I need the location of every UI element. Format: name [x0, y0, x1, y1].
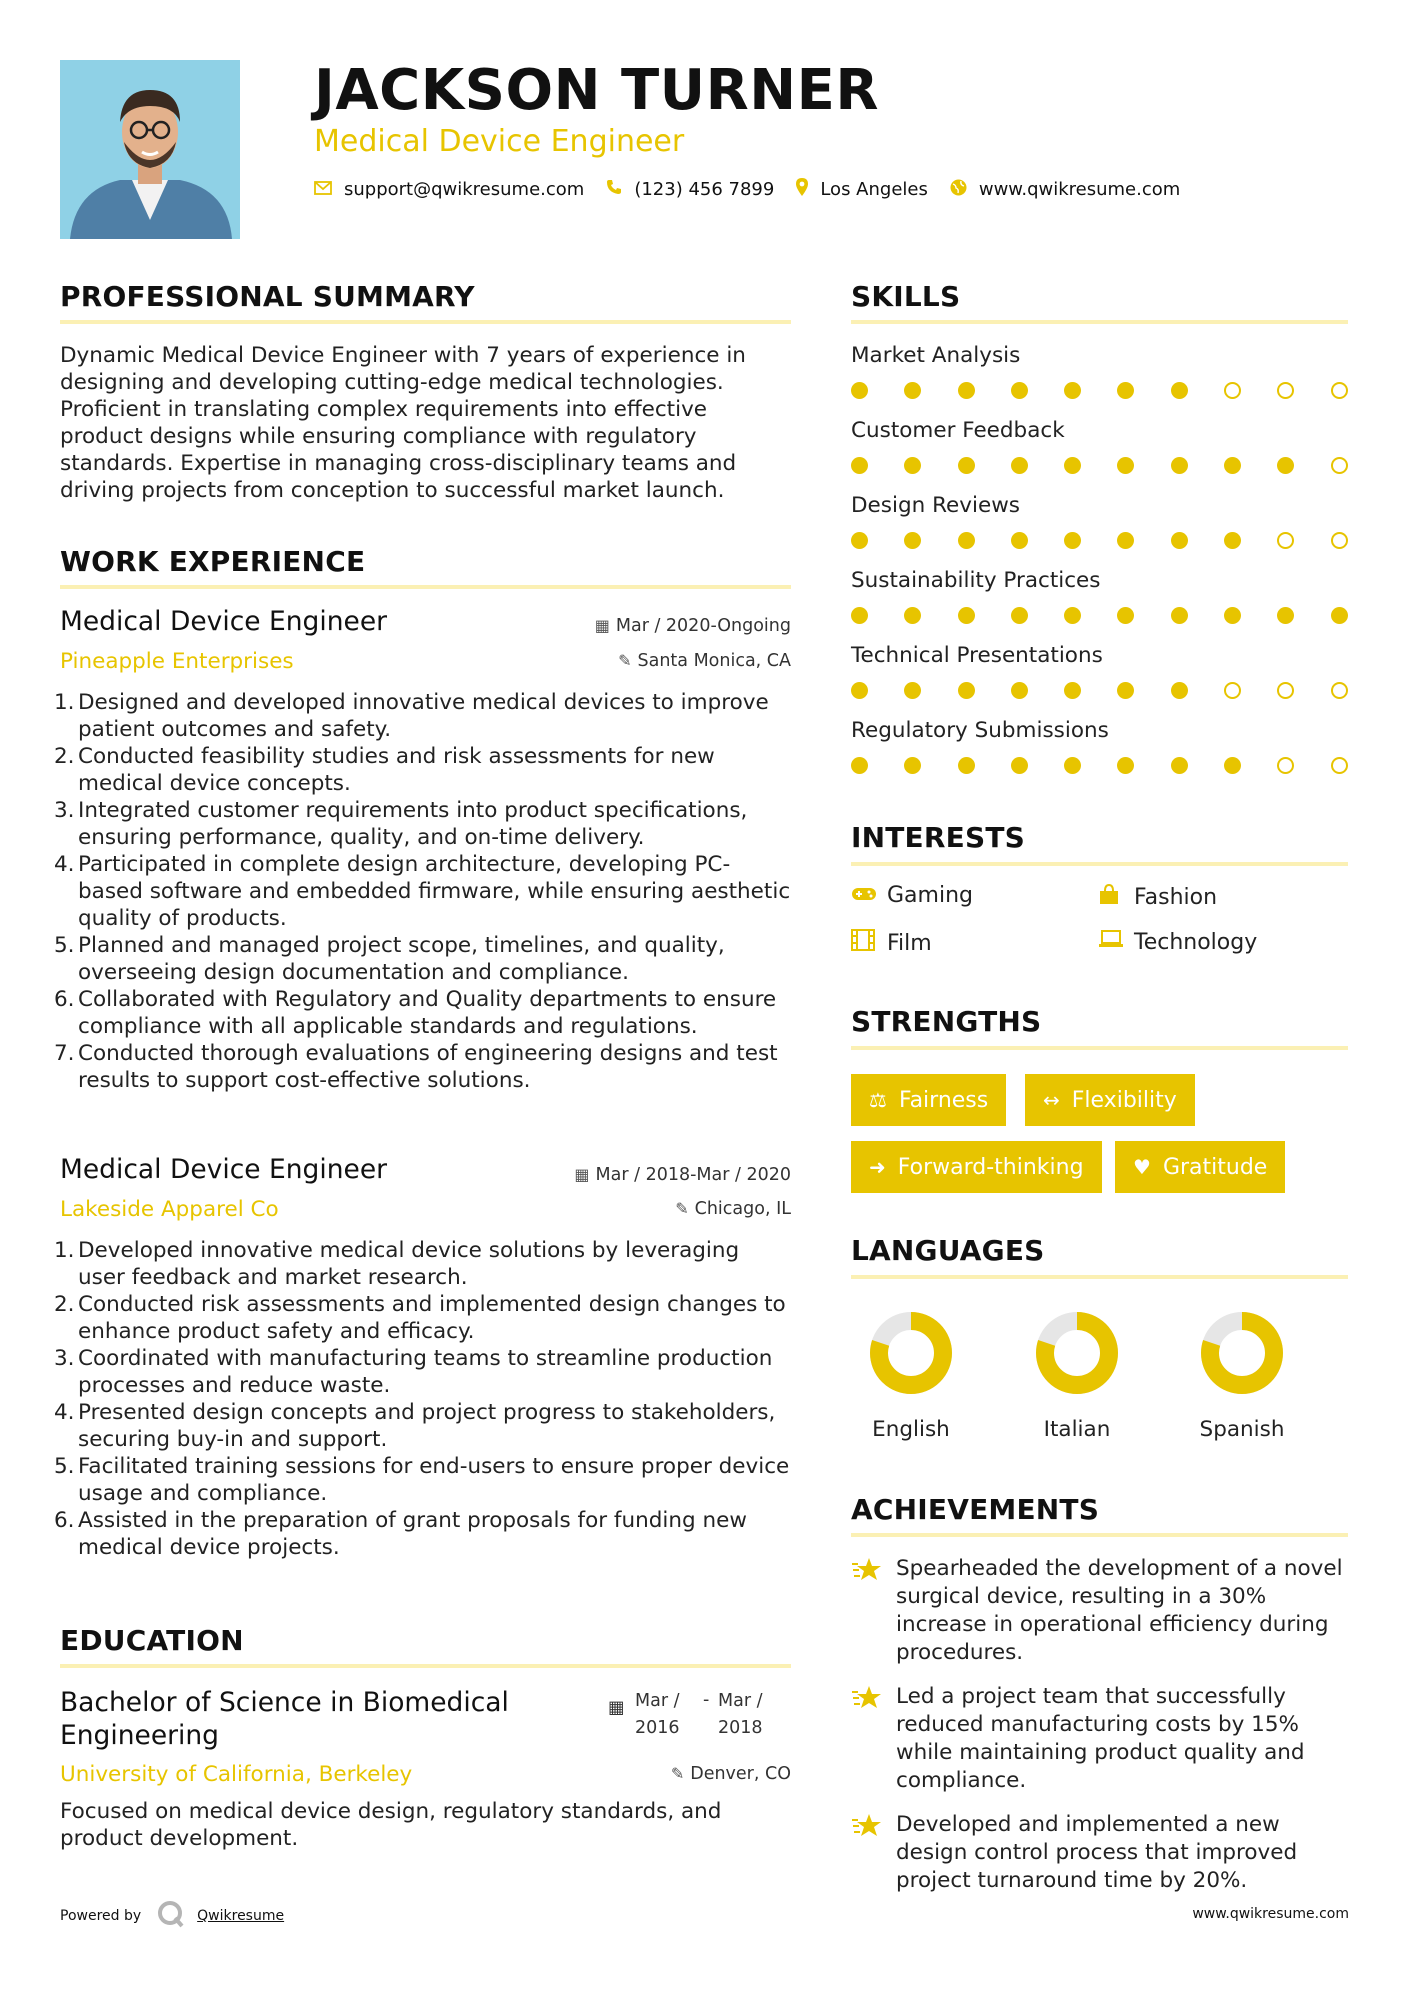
- skill-dot-filled: [1224, 757, 1241, 774]
- job-location: [675, 1199, 791, 1219]
- list-item: 5. Planned and managed project scope, timelines, and quality, overseeing design documentation and compliance.: [54, 933, 725, 985]
- skill-dot-filled: [1117, 682, 1134, 699]
- summary-text: Dynamic Medical Device Engineer with 7 years of experience in designing and developing cutting-edge medical technologies. Proficient in translating complex requirements into effective product designs while ensuring compliance with regulatory standards. Expertise in managing cross-disciplinary teams and driving projects from conception to successful market launch.: [60, 343, 746, 503]
- skills-rule: [851, 320, 1348, 324]
- skill-dot-filled: [1011, 532, 1028, 549]
- achievement-text: Spearheaded the development of a novel surgical device, resulting in a 30% increase in operational efficiency during procedures.: [896, 1556, 1343, 1665]
- skill-dot-empty: [1277, 682, 1294, 699]
- education-description: Focused on medical device design, regulatory standards, and product development.: [60, 1799, 722, 1851]
- skill-dot-filled: [1117, 457, 1134, 474]
- profile-photo: [60, 60, 240, 239]
- candidate-title: Medical Device Engineer: [314, 124, 685, 159]
- achievements-heading: ACHIEVEMENTS: [851, 1493, 1100, 1526]
- skill-dot-filled: [1117, 532, 1134, 549]
- list-item: 4. Participated in complete design architecture, developing PC-based software and embedded firmware, while ensuring aesthetic quality of products.: [54, 852, 791, 931]
- skill-name: Customer Feedback: [851, 418, 1065, 443]
- star-icon: [851, 1812, 883, 1847]
- list-item: 1. Designed and developed innovative medical devices to improve patient outcomes and safety.: [54, 690, 769, 742]
- skill-dot-filled: [1171, 382, 1188, 399]
- skill-dot-filled: [904, 607, 921, 624]
- globe-icon: [950, 179, 967, 201]
- skill-rating: [851, 757, 1384, 774]
- skills-heading: SKILLS: [851, 280, 961, 313]
- contact-bar: [314, 178, 1202, 201]
- skill-name: Regulatory Submissions: [851, 718, 1109, 743]
- interests-heading: INTERESTS: [851, 821, 1025, 854]
- bullet-text: Conducted thorough evaluations of engineering designs and test results to support cost-effective solutions.: [78, 1041, 778, 1093]
- gamepad-icon: [851, 883, 887, 908]
- skill-rating: [851, 532, 1384, 549]
- skill-dot-empty: [1331, 457, 1348, 474]
- pushpin-icon: ✎: [618, 651, 632, 670]
- skill-dot-filled: [1011, 682, 1028, 699]
- skill-dot-filled: [851, 532, 868, 549]
- candidate-name: JACKSON TURNER: [314, 58, 880, 123]
- skill-name: Sustainability Practices: [851, 568, 1101, 593]
- skill-dot-filled: [958, 382, 975, 399]
- language-donut: [1199, 1310, 1285, 1396]
- skill-dot-filled: [1011, 607, 1028, 624]
- job-location-text: Santa Monica, CA: [637, 651, 791, 671]
- interest-label: Gaming: [887, 883, 973, 908]
- skill-rating: [851, 607, 1384, 624]
- job-title: Medical Device Engineer: [60, 606, 388, 637]
- skill-dot-filled: [1171, 457, 1188, 474]
- envelope-icon: [314, 179, 332, 200]
- skill-dot-filled: [1064, 607, 1081, 624]
- skill-dot-filled: [1224, 532, 1241, 549]
- job-company: Lakeside Apparel Co: [60, 1197, 279, 1222]
- skill-dot-filled: [1011, 757, 1028, 774]
- qwikresume-link[interactable]: Qwikresume: [197, 1908, 285, 1924]
- skill-dot-filled: [904, 532, 921, 549]
- skill-dot-empty: [1224, 382, 1241, 399]
- job-date: [574, 1165, 791, 1185]
- strength-label: Fairness: [898, 1087, 989, 1113]
- contact-phone: (123) 456 7899: [634, 179, 775, 200]
- skill-dot-filled: [1064, 682, 1081, 699]
- star-icon: [851, 1684, 883, 1719]
- skill-dot-filled: [1064, 532, 1081, 549]
- strength-chip: [851, 1141, 1102, 1193]
- skill-dot-filled: [1171, 682, 1188, 699]
- arrows-horizontal-icon: ↔: [1043, 1088, 1060, 1112]
- skill-name: Design Reviews: [851, 493, 1020, 518]
- skill-dot-filled: [1064, 457, 1081, 474]
- job-bullets: [54, 689, 791, 1094]
- work-rule: [60, 585, 791, 589]
- strengths-heading: STRENGTHS: [851, 1005, 1042, 1038]
- strength-chip: [1115, 1141, 1285, 1193]
- bullet-text: Participated in complete design architecture, developing PC-based software and embedded firmware, while ensuring aesthetic quality of products.: [78, 852, 791, 931]
- languages-heading: LANGUAGES: [851, 1234, 1045, 1267]
- skill-dot-filled: [904, 682, 921, 699]
- list-item: 2. Conducted feasibility studies and risk assessments for new medical device concepts.: [54, 744, 715, 796]
- job-location: [618, 651, 791, 671]
- edu-date-separator: -: [703, 1690, 710, 1710]
- skill-dot-filled: [904, 757, 921, 774]
- skill-dot-filled: [1011, 382, 1028, 399]
- skill-dot-filled: [851, 457, 868, 474]
- skill-dot-filled: [1171, 607, 1188, 624]
- balance-scale-icon: ⚖: [869, 1088, 887, 1112]
- bullet-text: Presented design concepts and project progress to stakeholders, securing buy-in and support.: [78, 1400, 776, 1452]
- star-icon: [851, 1556, 883, 1591]
- strength-label: Gratitude: [1162, 1154, 1268, 1180]
- education-rule: [60, 1664, 791, 1668]
- job-date: [595, 616, 791, 636]
- list-item: 5. Facilitated training sessions for end-users to ensure proper device usage and compliance.: [54, 1454, 790, 1506]
- skill-dot-filled: [851, 382, 868, 399]
- list-item: 7. Conducted thorough evaluations of engineering designs and test results to support cost-effective solutions.: [54, 1041, 778, 1093]
- interest-item: [851, 883, 973, 908]
- skill-dot-filled: [1171, 532, 1188, 549]
- footer-url[interactable]: www.qwikresume.com: [1192, 1906, 1349, 1922]
- language-label: Spanish: [1199, 1417, 1285, 1442]
- education-heading: EDUCATION: [60, 1624, 244, 1657]
- list-item: 6. Assisted in the preparation of grant proposals for funding new medical device projects.: [54, 1508, 747, 1560]
- skill-rating: [851, 382, 1384, 399]
- summary-rule: [60, 320, 791, 324]
- bullet-text: Integrated customer requirements into product specifications, ensuring performance, quality, and on-time delivery.: [78, 798, 748, 850]
- heart-icon: ♥: [1133, 1155, 1151, 1179]
- strength-label: Flexibility: [1071, 1087, 1177, 1113]
- pushpin-icon: ✎: [675, 1199, 689, 1218]
- phone-icon: [606, 179, 622, 200]
- skill-dot-empty: [1224, 682, 1241, 699]
- school-name: University of California, Berkeley: [60, 1762, 413, 1787]
- footer-powered: [60, 1900, 284, 1932]
- edu-location-text: Denver, CO: [690, 1764, 791, 1784]
- skill-dot-empty: [1277, 757, 1294, 774]
- skill-dot-empty: [1277, 532, 1294, 549]
- strength-label: Forward-thinking: [897, 1154, 1084, 1180]
- laptop-icon: [1098, 929, 1134, 955]
- map-pin-icon: [796, 178, 808, 201]
- summary-heading: PROFESSIONAL SUMMARY: [60, 280, 475, 313]
- skill-dot-empty: [1331, 532, 1348, 549]
- bullet-text: Conducted feasibility studies and risk assessments for new medical device concepts.: [78, 744, 715, 796]
- contact-email[interactable]: support@qwikresume.com: [344, 179, 585, 200]
- language-donut: [868, 1310, 954, 1396]
- skill-dot-empty: [1331, 757, 1348, 774]
- skill-dot-empty: [1277, 382, 1294, 399]
- calendar-icon: ▦: [594, 616, 610, 635]
- skill-dot-filled: [958, 532, 975, 549]
- strength-chip: [851, 1074, 1006, 1126]
- bullet-text: Coordinated with manufacturing teams to streamline production processes and reduce waste.: [78, 1346, 773, 1398]
- job-date-text: Mar / 2018-Mar / 2020: [595, 1165, 791, 1185]
- strengths-rule: [851, 1046, 1348, 1050]
- skill-dot-filled: [1331, 607, 1348, 624]
- bullet-text: Assisted in the preparation of grant proposals for funding new medical device projects.: [78, 1508, 747, 1560]
- interest-item: [1098, 929, 1257, 955]
- skill-dot-empty: [1331, 682, 1348, 699]
- list-item: 6. Collaborated with Regulatory and Quality departments to ensure compliance with all applicable standards and regulations.: [54, 987, 777, 1039]
- portrait-image: [60, 60, 240, 239]
- skill-dot-filled: [958, 457, 975, 474]
- arrow-right-icon: ➜: [869, 1155, 886, 1179]
- list-item: 3. Integrated customer requirements into product specifications, ensuring performance, quality, and on-time delivery.: [54, 798, 748, 850]
- job-date-text: Mar / 2020-Ongoing: [615, 616, 791, 636]
- language-donut: [1034, 1310, 1120, 1396]
- job-title: Medical Device Engineer: [60, 1154, 388, 1185]
- skill-dot-filled: [1117, 382, 1134, 399]
- edu-date-end: Mar / 2018: [718, 1691, 763, 1738]
- skill-dot-filled: [958, 757, 975, 774]
- skill-name: Technical Presentations: [851, 643, 1103, 668]
- bullet-text: Facilitated training sessions for end-users to ensure proper device usage and compliance.: [78, 1454, 790, 1506]
- contact-location: Los Angeles: [820, 179, 928, 200]
- degree-title: Bachelor of Science in Biomedical Engineering: [60, 1687, 509, 1751]
- skill-dot-filled: [1171, 757, 1188, 774]
- calendar-icon: ▦: [574, 1165, 590, 1184]
- skill-dot-empty: [1331, 382, 1348, 399]
- list-item: 2. Conducted risk assessments and implemented design changes to enhance product safety and efficacy.: [54, 1292, 786, 1344]
- achievements-rule: [851, 1533, 1348, 1537]
- skill-dot-filled: [851, 682, 868, 699]
- skill-dot-filled: [1064, 382, 1081, 399]
- bullet-text: Planned and managed project scope, timelines, and quality, overseeing design documentation and compliance.: [78, 933, 725, 985]
- interest-item: [851, 929, 932, 957]
- job-company: Pineapple Enterprises: [60, 649, 294, 674]
- edu-date-start: Mar / 2016: [635, 1691, 680, 1738]
- bullet-text: Developed innovative medical device solutions by leveraging user feedback and market research.: [78, 1238, 740, 1290]
- skill-name: Market Analysis: [851, 343, 1021, 368]
- skill-dot-filled: [1117, 757, 1134, 774]
- skill-dot-filled: [1277, 607, 1294, 624]
- achievement-text: Developed and implemented a new design control process that improved project turnaround time by 20%.: [896, 1812, 1298, 1893]
- interest-label: Film: [887, 930, 932, 956]
- achievement-text: Led a project team that successfully reduced manufacturing costs by 15% while maintaining product quality and compliance.: [896, 1684, 1305, 1793]
- skill-dot-filled: [851, 607, 868, 624]
- skill-dot-filled: [958, 607, 975, 624]
- language-label: English: [872, 1417, 950, 1442]
- job-location-text: Chicago, IL: [694, 1199, 791, 1219]
- film-icon: [851, 929, 887, 957]
- skill-dot-filled: [904, 382, 921, 399]
- skill-dot-filled: [1064, 757, 1081, 774]
- bullet-text: Collaborated with Regulatory and Quality departments to ensure compliance with all applicable standards and regulations.: [78, 987, 777, 1039]
- pushpin-icon: ✎: [670, 1764, 685, 1783]
- qwikresume-logo-icon: [157, 1900, 185, 1932]
- skill-rating: [851, 457, 1384, 474]
- work-heading: WORK EXPERIENCE: [60, 545, 366, 578]
- skill-dot-filled: [1277, 457, 1294, 474]
- languages-rule: [851, 1275, 1348, 1279]
- calendar-icon: ▦: [608, 1698, 625, 1718]
- job-bullets: [54, 1237, 791, 1561]
- strength-chip: [1025, 1074, 1195, 1126]
- skill-dot-filled: [1224, 607, 1241, 624]
- interest-item: [1098, 883, 1217, 911]
- skill-dot-filled: [958, 682, 975, 699]
- list-item: 4. Presented design concepts and project progress to stakeholders, securing buy-in and support.: [54, 1400, 776, 1452]
- edu-location: [671, 1764, 791, 1784]
- shopping-bag-icon: [1098, 883, 1134, 911]
- skill-dot-filled: [851, 757, 868, 774]
- skill-rating: [851, 682, 1384, 699]
- list-item: 1. Developed innovative medical device solutions by leveraging user feedback and market research.: [54, 1238, 740, 1290]
- contact-website[interactable]: www.qwikresume.com: [978, 179, 1181, 200]
- bullet-text: Conducted risk assessments and implemented design changes to enhance product safety and efficacy.: [78, 1292, 786, 1344]
- skill-dot-filled: [904, 457, 921, 474]
- interest-label: Technology: [1134, 929, 1258, 955]
- list-item: 3. Coordinated with manufacturing teams to streamline production processes and reduce waste.: [54, 1346, 773, 1398]
- interests-rule: [851, 862, 1348, 866]
- skill-dot-filled: [1224, 457, 1241, 474]
- skill-dot-filled: [1011, 457, 1028, 474]
- language-label: Italian: [1043, 1417, 1111, 1442]
- skill-dot-filled: [1117, 607, 1134, 624]
- powered-by-label: Powered by: [60, 1908, 142, 1924]
- interest-label: Fashion: [1134, 884, 1218, 910]
- bullet-text: Designed and developed innovative medical devices to improve patient outcomes and safety.: [78, 690, 769, 742]
